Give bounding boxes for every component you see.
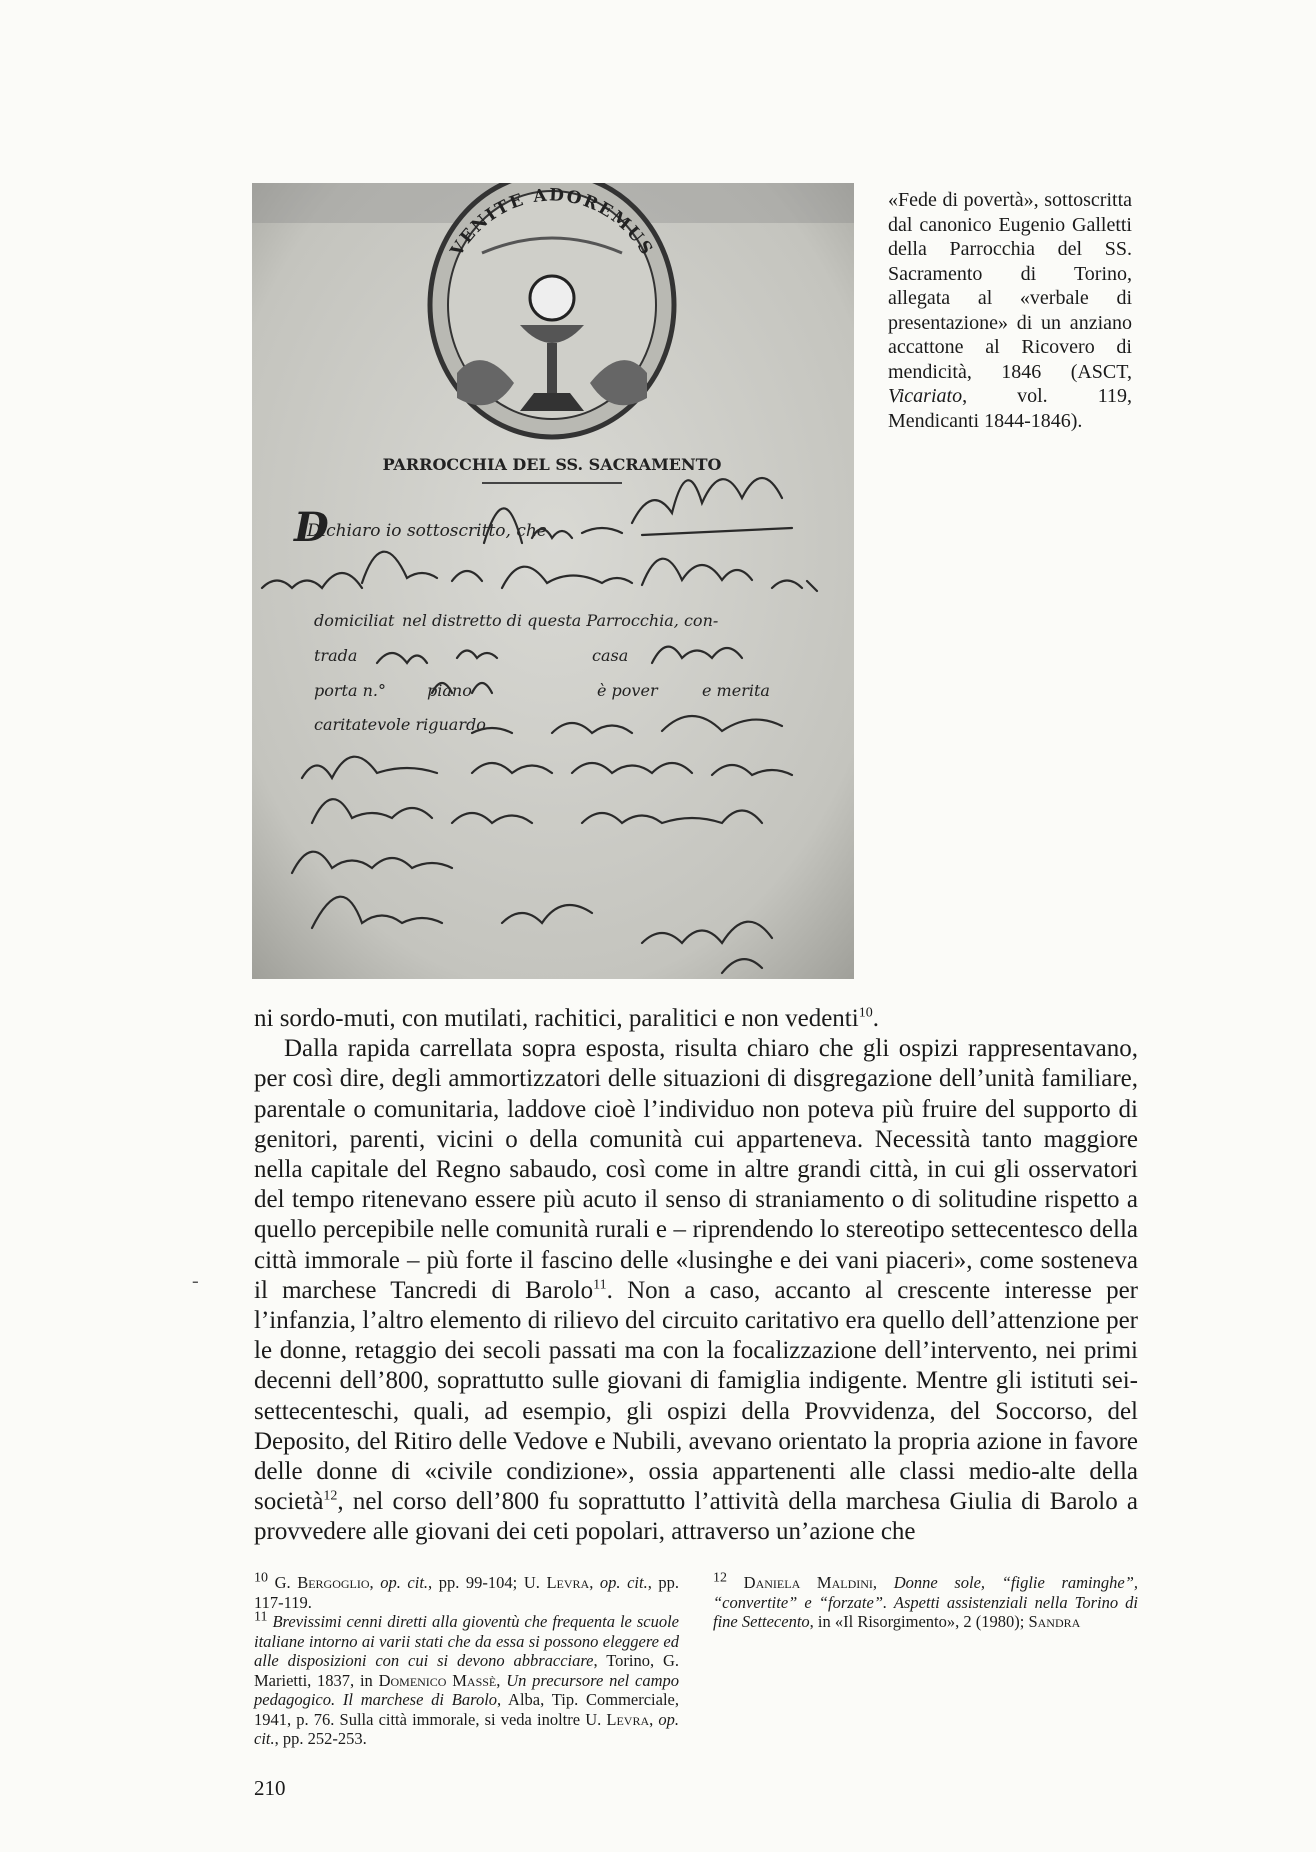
margin-mark: - (192, 1270, 199, 1292)
paragraph-2: Dalla rapida carrellata sopra esposta, risulta chiaro che gli ospizi rappresentavano, per così dire, degli ammortizzatori delle situazioni di disgregazione dell’unità familiare, parentale o comunitaria, laddove cioè l’individuo non poteva più fruire del supporto di genitori, parenti, vicini o della comunità cui apparteneva. Necessità tanto maggiore nella capitale del Regno sabaudo, così come in altre grandi città, in cui gli osservatori del tempo ritenevano essere più acuto il senso di straniamento o di solitudine rispetto a quello percepibile nelle comunità rurali e – riprendendo lo stereotipo settecentesco della città immorale – più forte il fascino delle «lusinghe e dei vani piaceri», come sosteneva il marchese Tancredi di Barolo$^{11}$. Non a caso, accanto al crescente interesse per l’infanzia, l’altro elemento di rilievo del circuito caritativo era quello dell’attenzione per le donne, retaggio dei secoli passati ma con la focalizzazione dell’intervento, nei primi decenni dell’800, soprattutto sulle giovani di famiglia indigente. Mentre gli istituti sei-settecenteschi, quali, ad esempio, gli ospizi della Provvidenza, del Soccorso, del Deposito, del Ritiro delle Vedove e Nubili, avevano orientato la propria azione in favore delle donne di «civile condizione», ossia appartenenti alle classi medio-alte della società$^{12}$, nel corso dell’800 fu soprattutto l’attività della marchesa Giulia di Barolo a provvedere alle giovani dei ceti popolari, attraverso un’azione che (254, 1035, 1138, 1546)
seal-motto: VENITE ADOREMUS (446, 185, 658, 260)
svg-text:D: D (294, 504, 329, 551)
page-number: 210 (254, 1776, 286, 1800)
parish-seal (430, 183, 674, 437)
form-line-3: trada (314, 646, 358, 665)
footnote-12: $^{12}$ Daniela Maldini, Donne sole, “figlie raminghe”, “convertite” e “forzate”. Aspetti assistenziali nella Torino di fine Settecento, in «Il Risorgimento», 2 (1980); Sandra (713, 1570, 1139, 1631)
document-photo (252, 183, 854, 979)
form-line-4c: è pover (597, 681, 658, 700)
footnote-ref-12: 12 (323, 1488, 338, 1504)
form-line-1: Dichiaro io sottoscritto, che (307, 521, 547, 541)
form-line-4b: piano (427, 681, 472, 700)
footnotes (254, 1570, 1139, 1749)
form-line-2: domiciliat (314, 611, 395, 630)
body-text (254, 1004, 1138, 1548)
footnotes-right-column (713, 1570, 1139, 1749)
printed-header: PARROCCHIA DEL SS. SACRAMENTO (382, 455, 722, 474)
footnote-11: $^{11}$ Brevissimi cenni diretti alla gioventù che frequenta le scuole italiane intorno ai varii stati che da essa si possono eleggere ed alle disposizioni con cui si devono abbracciare, Torino, G. Marietti, 1837, in Domenico Massè, Un precursore nel campo pedagogico. Il marchese di Barolo, Alba, Tip. Commerciale, 1941, p. 76. Sulla città immorale, si veda inoltre U. Levra, op. cit., pp. 252-253. (254, 1609, 680, 1748)
caption-italic: Vicariato (888, 385, 963, 407)
footnotes-left-column (254, 1570, 680, 1749)
form-line-4: porta n.° (314, 681, 386, 700)
footnote-10: $^{10}$ G. Bergoglio, op. cit., pp. 99-104; U. Levra, op. cit., pp. 117-119. (254, 1570, 680, 1612)
form-line-2b: nel distretto di questa Parrocchia, con- (402, 611, 719, 630)
form-line-3b: casa (592, 646, 629, 665)
footnote-ref-11: 11 (593, 1277, 607, 1293)
paragraph-1: ni sordo-muti, con mutilati, rachitici, paralitici e non vedenti$^{10}$. (254, 1005, 879, 1032)
form-line-5: caritatevole riguardo (314, 715, 486, 734)
form-line-4d: e merita (702, 681, 770, 700)
figure-caption: «Fede di povertà», sottoscritta dal canonico Eugenio Galletti della Parrocchia del SS. Sacramento di Torino, allegata al «verbale di presentazione» di un anziano accattone al Ricovero di mendicità, 1846 (ASCT, Vicariato, vol. 119, Mendicanti 1844-1846). (888, 189, 1132, 432)
footnote-ref-10: 10 (858, 1005, 873, 1021)
